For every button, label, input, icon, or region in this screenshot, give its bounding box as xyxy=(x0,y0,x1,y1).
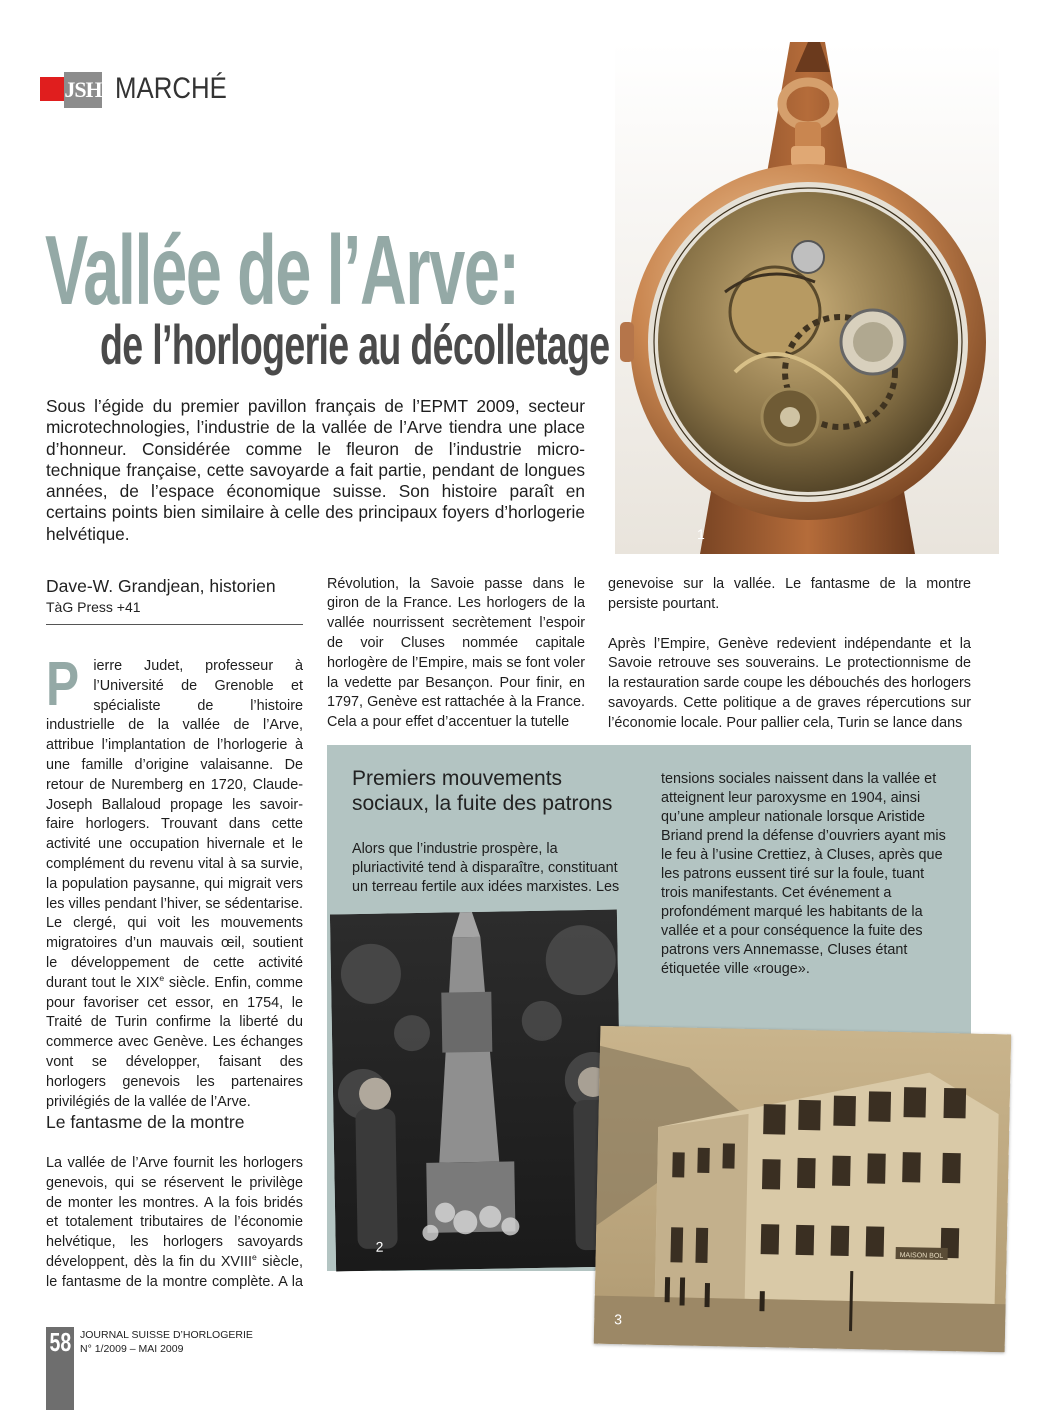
paragraph-2-sup: e xyxy=(252,1252,257,1263)
drop-cap: P xyxy=(46,650,80,719)
logo-red-block xyxy=(40,77,66,101)
paragraph-2: La vallée de l’Arve fournit les horlogers genevois, qui se réservent le privilège de monter les montres. A la fois bridés et totalement tributaires de l’économie helvétique, les horlogers savoyards développent, dès la fin du XVIII xyxy=(46,1155,303,1270)
photo-1-caption: 1 xyxy=(697,526,705,542)
author: Dave-W. Grandjean, historien xyxy=(46,576,276,596)
column-1-continued xyxy=(46,1154,303,1292)
issue-info: N° 1/2009 – MAI 2009 xyxy=(80,1343,184,1355)
shop-sign: MAISON BOL xyxy=(899,1252,944,1260)
monument-photo xyxy=(330,910,623,1272)
journal-name: JOURNAL SUISSE D’HORLOGERIE xyxy=(80,1329,253,1341)
section-label: MARCHÉ xyxy=(115,72,227,105)
agency: TàG Press +41 xyxy=(46,599,141,615)
photo-2-caption: 2 xyxy=(375,1238,384,1255)
subheading: Le fantasme de la montre xyxy=(46,1112,245,1132)
article-subtitle: de l’horlogerie au décolletage xyxy=(100,313,610,376)
pocket-watch-photo xyxy=(615,42,999,554)
sidebar-text-2: tensions sociales naissent dans la vallée et atteignent leur paroxysme en 1904, ainsi qu’une ampleur nationale lorsque Aristide Briand prend la défense d’ouvriers ayant mis le feu à l’usine Crettiez, à Cluses, après que les patrons eussent tiré sur la foule, tuant trois manifestants. Cet événement a profondément marqué les habitants de la vallée et a pour conséquence la fuite des patrons vers Annemasse, Cluses étant étiquetée ville «rouge». xyxy=(661,771,946,977)
jsh-logo: JSH xyxy=(64,72,102,108)
photo-3-caption: 3 xyxy=(614,1311,623,1328)
paragraph-1-end: siècle. Enfin, comme pour favoriser cet essor, en 1754, le Traité de Turin confirme la liberté du commerce avec Genève. Les échanges vont se développer, faisant des horlogers genevois les partenaires privilégiés de la vallée de l’Arve. xyxy=(46,974,304,1110)
column-2 xyxy=(327,575,585,735)
column-3-paragraph-2: Après l’Empire, Genève redevient indépendante et la Savoie retrouve ses souverains. Le protectionnisme de la restauration sarde coupe les débouchés des horlogers savoyards. Cette politique a de graves répercutions sur l’économie locale. Pour pallier cela, Turin se lance dans xyxy=(608,635,971,731)
factory-fire-photo xyxy=(594,1026,1012,1353)
paragraph-2-overflow-end: Révolution, la Savoie passe dans le giron de la France. Les horlogers de la vallée nourrissent secrètement l’espoir de voir Cluses nommée capitale horlogère de l’Empire, mais se font voler la vedette par Besançon. Pour finir, en 1797, Genève est rattachée à la France. Cela a pour effet d’accentuer la tutelle xyxy=(327,575,585,731)
paragraph-1-sup: e xyxy=(159,972,165,983)
article-title: Vallée de l’Arve: xyxy=(45,215,519,325)
paragraph-2-end: siècle, le fantasme de la montre complète. A la xyxy=(46,1253,303,1290)
byline-divider xyxy=(46,624,303,625)
article-lead: Sous l’égide du premier pavillon français de l’EPMT 2009, secteur microtechnologies, l’industrie de la vallée de l’Arve tiendra une place d’honneur. Considérée comme le fleuron de l’industrie micro-technique française, cette savoyarde a fait partie, pendant de longues années, de l’espace économique suisse. Son histoire paraît en certains points bien similaire à celle des principaux foyers d’horlogerie helvétique. xyxy=(46,396,585,544)
column-3 xyxy=(608,575,971,734)
page-number: 58 xyxy=(49,1327,72,1357)
sidebar-heading: Premiers mouvements sociaux, la fuite des patrons xyxy=(352,767,613,815)
sidebar-text-1: Alors que l’industrie prospère, la pluriactivité tend à disparaître, constituant un terreau fertile aux idées marxistes. Les xyxy=(352,841,620,896)
column-3-paragraph-1: genevoise sur la vallée. Le fantasme de la montre persiste pourtant. xyxy=(608,576,971,612)
column-1 xyxy=(46,650,304,1112)
paragraph-1: ierre Judet, professeur à l’Université de Grenoble et spécialiste de l’histoire industrielle de la vallée de l’Arve, attribue l’implantation de l’horlogerie à une famille d’origine valaisanne. De retour de Nuremberg en 1720, Claude-Joseph Ballaloud propage les savoir-faire horlogers. Trouvant dans cette activité une occupation hivernale et le complément du revenu vital à sa survie, la population paysanne, qui migrait vers les villes pendant l’hiver, se sédentarise. Le clergé, qui voit les mouvements migratoires d’un mauvais œil, soutient le développement de cette activité durant tout le XIX xyxy=(46,658,303,991)
